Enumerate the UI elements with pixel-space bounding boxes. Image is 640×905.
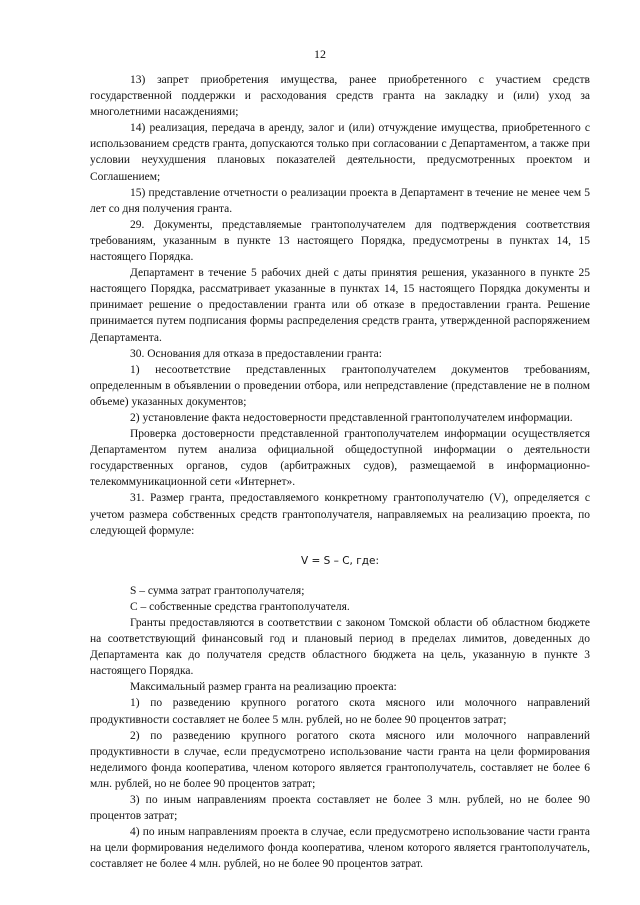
paragraph: Департамент в течение 5 рабочих дней с даты принятия решения, указанного в пункте 25 настоящего Порядка, рассматривает указанные в пунктах 14, 15 настоящего Порядка документы и принимает решение о предоставлении гранта или об отказе в предоставлении гранта. Решение принимается путем подписания формы распределения средств гранта, утвержденной распоряжением Департамента. [90, 267, 590, 344]
paragraph: 1) несоответствие представленных грантополучателем документов требованиям, определенным в объявлении о проведении отбора, или непредставление (представление не в полном объеме) указанных документов; [90, 363, 590, 408]
page-number: 12 [314, 47, 326, 61]
paragraph: 4) по иным направлениям проекта в случае, если предусмотрено использование части гранта на цели формирования неделимого фонда кооператива, членом которого является грантополучатель, составляет не более 4 млн. рублей, но не более 90 процентов затрат. [90, 826, 590, 871]
paragraph: S – сумма затрат грантополучателя; [130, 584, 305, 597]
paragraph: 30. Основания для отказа в предоставлении гранта: [130, 347, 382, 360]
paragraph: 14) реализация, передача в аренду, залог и (или) отчуждение имущества, приобретенного с использованием средств гранта, допускаются только при согласовании с Департаментом, а также при условии неухудшения плановых показателей деятельности, предусмотренных проектом и Соглашением; [90, 122, 590, 183]
formula: V = S – C, где: [300, 554, 380, 567]
paragraph: 29. Документы, представляемые грантополучателем для подтверждения соответствия требованиям, указанным в пункте 13 настоящего Порядка, предусмотрены в пунктах 14, 15 настоящего Порядка. [90, 218, 590, 264]
paragraph: 13) запрет приобретения имущества, ранее приобретенного с участием средств государственной поддержки и расходования средств гранта на закладку и (или) уход за многолетними насаждениями; [90, 74, 590, 119]
paragraph: 2) по разведению крупного рогатого скота мясного или молочного направлений продуктивности в случае, если предусмотрено использование части гранта на цели формирования неделимого фонда кооператива, членом которого является грантополучатель, составляет не более 6 млн. рублей, но не более 90 процентов затрат; [90, 729, 590, 790]
paragraph: 3) по иным направлениям проекта составляет не более 3 млн. рублей, но не более 90 процентов затрат; [90, 794, 590, 823]
paragraph: 1) по разведению крупного рогатого скота мясного или молочного направлений продуктивности составляет не более 5 млн. рублей, но не более 90 процентов затрат; [90, 697, 590, 726]
paragraph: 15) представление отчетности о реализации проекта в Департамент в течение не менее чем 5 лет со дня получения гранта. [90, 186, 590, 215]
document-body [90, 72, 590, 873]
paragraph: C – собственные средства грантополучателя. [130, 600, 350, 613]
paragraph: Максимальный размер гранта на реализацию проекта: [130, 681, 397, 694]
paragraph: Гранты предоставляются в соответствии с законом Томской области об областном бюджете на соответствующий финансовый год и плановый период в пределах лимитов, доведенных до Департамента как до получателя средств областного бюджета на цель, указанную в пункте 3 настоящего Порядка. [90, 617, 590, 678]
paragraph: Проверка достоверности представленной грантополучателем информации осуществляется Департаментом путем анализа официальной общедоступной информации о деятельности государственных органов, судов (арбитражных судов), размещаемой в информационно-телекоммуникационной сети «Интернет». [90, 428, 590, 489]
paragraph: 2) установление факта недостоверности представленной грантополучателем информации. [130, 411, 573, 424]
paragraph: 31. Размер гранта, предоставляемого конкретному грантополучателю (V), определяется с учетом размера собственных средств грантополучателя, направляемых на реализацию проекта, по следующей формуле: [90, 492, 590, 537]
